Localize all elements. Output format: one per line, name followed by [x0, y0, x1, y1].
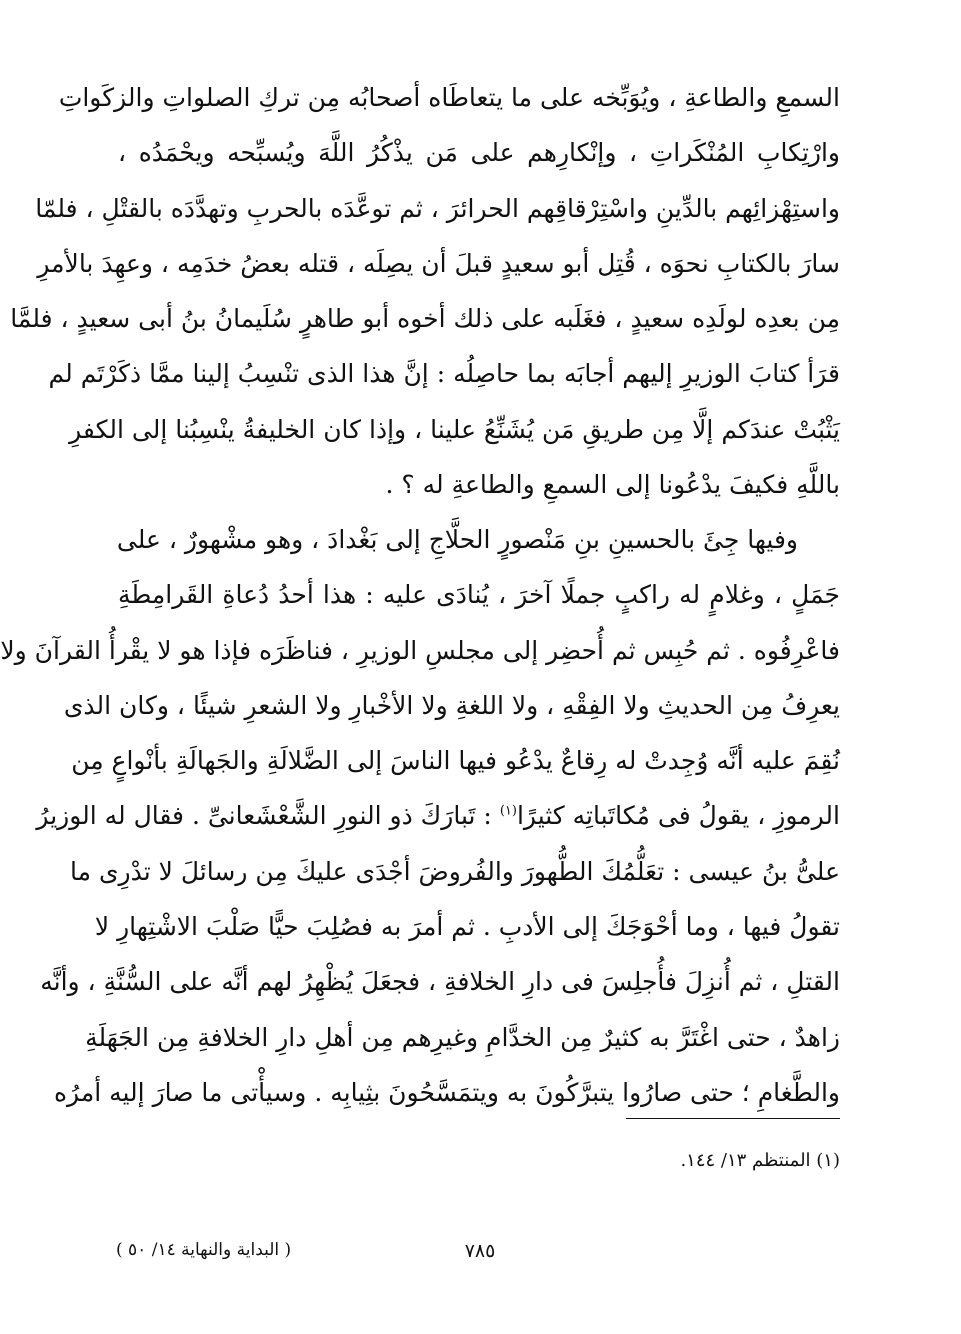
text-line: جَمَلٍ ، وغلامٍ له راكبٍ جملًا آخرَ ، يُنادَى عليه : هذا أحدُ دُعاةِ القَرامِطَةِ — [118, 580, 840, 610]
text-line: وفيها جِئَ بالحسينِ بنِ مَنْصورٍ الحلَّاجِ إلى بَغْدادَ ، وهو مشْهورٌ ، على — [116, 525, 798, 554]
footnote-separator — [626, 1118, 840, 1119]
text-line: وارْتِكابِ المُنْكَراتِ ، وإنْكارِهم على مَن يذْكُرُ اللَّهَ ويُسبِّحه ويحْمَدُه ، — [118, 138, 840, 168]
text-line: القتلِ ، ثم أُنزِلَ فأُجلِسَ فى دارِ الخلافةِ ، فجعَلَ يُظْهِرُ لهم أنَّه على السُّنَّةِ ، وأنَّه — [40, 967, 840, 997]
text-line: يعرِفُ مِن الحديثِ ولا الفِقْهِ ، ولا اللغةِ ولا الأخْبارِ ولا الشعرِ شيئًا ، وكان الذى — [63, 690, 840, 720]
text-line: قرَأ كتابَ الوزيرِ إليهم أجابَه بما حاصِلُه : إنَّ هذا الذى تنْسِبُ إلينا ممَّا ذكَرْتَم لم — [48, 359, 840, 389]
paragraph-2 — [0, 512, 840, 1120]
page-number: ٧٨٥ — [464, 1240, 496, 1262]
footnote: (١) المنتظم ١٣/ ١٤٤. — [680, 1150, 840, 1171]
text-line: زاهدٌ ، حتى اغْتَرَّ به كثيرٌ مِن الخدَّامِ وغيرِهم مِن أهلِ دارِ الخلافةِ مِن الجَهَلَةِ — [85, 1022, 840, 1052]
text-line-with-footnote — [36, 788, 840, 843]
footnote-marker: (١) — [499, 804, 517, 820]
paragraph-1 — [10, 70, 840, 512]
text-line: واستِهْزائِهم بالدِّينِ واسْتِرْقاقِهم الحرائرَ ، ثم توعَّدَه بالحربِ وتهدَّدَه بالقتْلِ ، فلمّا — [35, 193, 840, 223]
text-line: مِن بعدِه لولَدِه سعيدٍ ، فغَلَبه على ذلك أخوه أبو طاهرٍ سُلَيمانُ بنُ أبى سعيدٍ ، فلمَّا — [10, 304, 840, 334]
text-segment: : تَبارَكَ ذو النورِ الشَّعْشَعانىِّ . فقال له الوزيرُ — [36, 801, 500, 831]
text-line: باللَّهِ فكيفَ يدْعُونا إلى السمعِ والطاعةِ له ؟ . — [385, 470, 840, 500]
text-line: تقولُ فيها ، وما أحْوَجَكَ إلى الأدبِ . ثم أمرَ به فصُلِبَ حيًّا صَلْبَ الاشْتِهارِ لا — [94, 912, 840, 942]
text-line: السمعِ والطاعةِ ، ويُوَبِّخه على ما يتعاطَاه أصحابُه مِن تركِ الصلواتِ والزكَواتِ — [58, 83, 840, 112]
text-line: يَثْبُتْ عندَكم إلَّا مِن طريقِ مَن يُشَنِّعُ علينا ، وإذا كان الخليفةُ ينْسِبُنا إلى الكفرِ — [69, 414, 840, 444]
text-line: والطَّغامِ ؛ حتى صارُوا يتبرَّكُونَ به ويتمَسَّحُونَ بثِيابِه . وسيأْتى ما صارَ إليه أمرُه — [53, 1077, 840, 1107]
text-segment: الرموزِ ، يقولُ فى مُكاتَباتِه كثيرًا — [516, 801, 840, 831]
text-line: علىُّ بنُ عيسى : تعَلُّمُكَ الطُّهورَ والفُروضَ أجْدَى عليكَ مِن رسائلَ لا تدْرِى ما — [70, 856, 840, 886]
text-line: نُقِمَ عليه أنَّه وُجِدتْ له رِقاعٌ يدْعُو فيها الناسَ إلى الضَّلالَةِ والجَهالَةِ بأنْواعٍ مِن — [71, 746, 840, 776]
text-line: فاعْرِفُوه . ثم حُبِس ثم أُحضِر إلى مجلسِ الوزيرِ ، فناظَرَه فإذا هو لا يقْرأُ القرآنَ ولا — [0, 635, 840, 665]
text-line: سارَ بالكتابِ نحوَه ، قُتِل أبو سعيدٍ قبلَ أن يصِلَه ، قتله بعضُ خدَمِه ، وعهِدَ بالأمرِ — [37, 248, 840, 278]
book-reference: ( البداية والنهاية ١٤/ ٥٠ ) — [116, 1240, 292, 1260]
